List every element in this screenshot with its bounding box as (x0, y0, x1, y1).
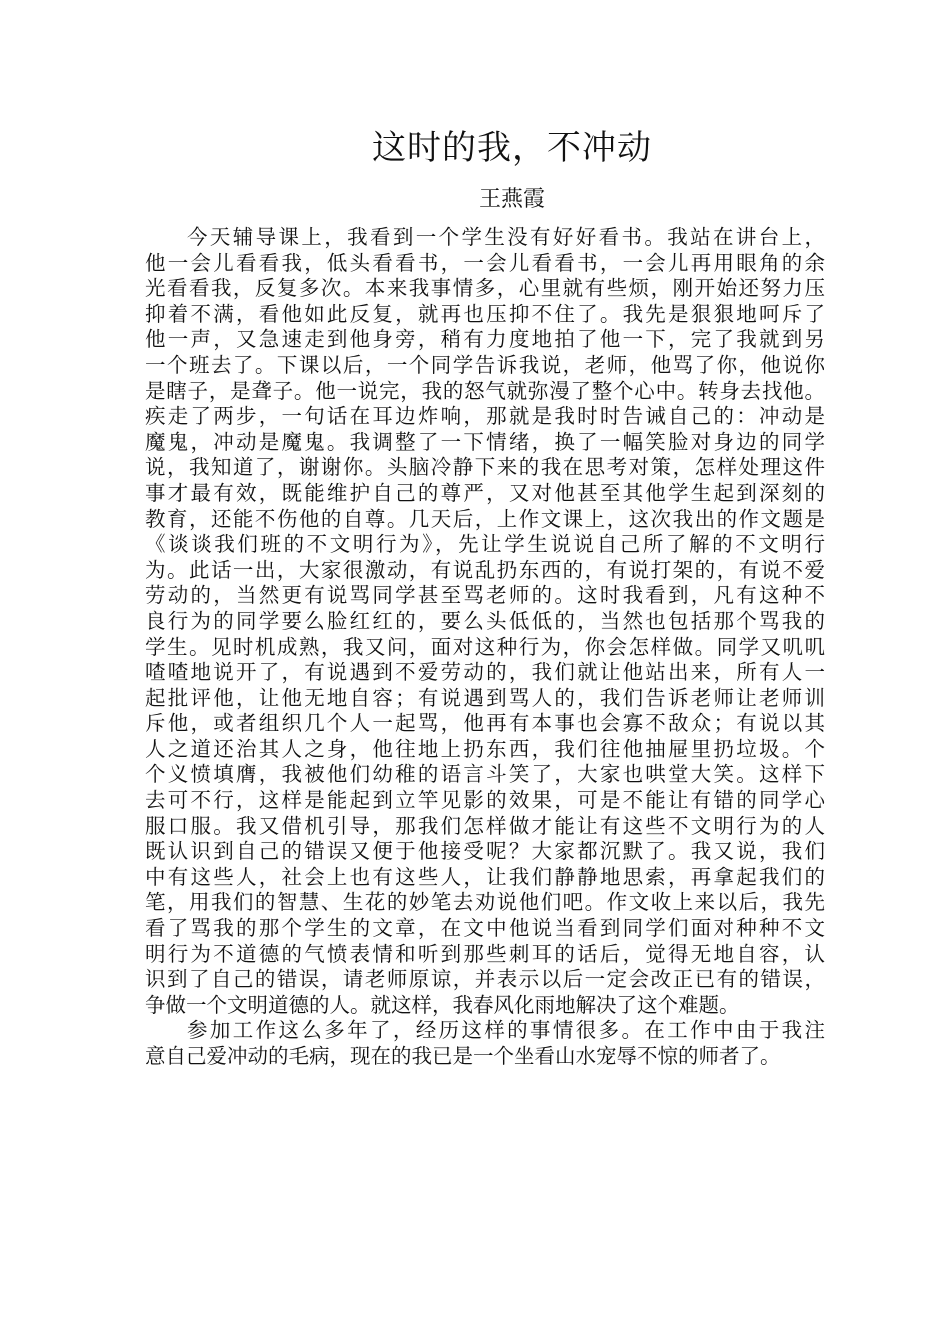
text-line: 教育，还能不伤他的自尊。几天后，上作文课上，这次我出的作文题是 (145, 506, 825, 531)
text-line: 识到了自己的错误，请老师原谅，并表示以后一定会改正已有的错误， (145, 967, 825, 992)
document-author: 王燕霞 (478, 187, 545, 212)
text-line: 服口服。我又借机引导，那我们怎样做才能让有这些不文明行为的人 (145, 813, 825, 838)
text-line: 学生。见时机成熟，我又问，面对这种行为，你会怎样做。同学又叽叽 (145, 634, 825, 659)
text-line: 参加工作这么多年了，经历这样的事情很多。在工作中由于我注 (187, 1018, 825, 1043)
text-line: 《谈谈我们班的不文明行为》，先让学生说说自己所了解的不文明行 (145, 532, 825, 557)
text-line: 抑着不满，看他如此反复，就再也压抑不住了。我先是狠狠地呵斥了 (145, 301, 825, 326)
text-line: 个义愤填膺，我被他们幼稚的语言斗笑了，大家也哄堂大笑。这样下 (145, 762, 825, 787)
text-line: 劳动的，当然更有说骂同学甚至骂老师的。这时我看到，凡有这种不 (145, 583, 825, 608)
text-line: 争做一个文明道德的人。就这样，我春风化雨地解决了这个难题。 (145, 992, 740, 1017)
text-line: 既认识到自己的错误又便于他接受呢？大家都沉默了。我又说，我们 (145, 839, 825, 864)
text-line: 疾走了两步，一句话在耳边炸响，那就是我时时告诫自己的：冲动是 (145, 404, 825, 429)
text-line: 喳喳地说开了，有说遇到不爱劳动的，我们就让他站出来，所有人一 (145, 660, 825, 685)
document-body (145, 225, 825, 1070)
text-line: 他一会儿看看我，低头看看书，一会儿看看书，一会儿再用眼角的余 (145, 250, 825, 275)
paragraph (145, 1018, 825, 1069)
text-line: 说，我知道了，谢谢你。头脑冷静下来的我在思考对策，怎样处理这件 (145, 455, 825, 480)
text-line: 斥他，或者组织几个人一起骂，他再有本事也会寡不敌众；有说以其 (145, 711, 825, 736)
text-line: 人之道还治其人之身，他往地上扔东西，我们往他抽屉里扔垃圾。个 (145, 736, 825, 761)
text-line: 他一声，又急速走到他身旁，稍有力度地拍了他一下，完了我就到另 (145, 327, 825, 352)
document-title: 这时的我，不冲动 (372, 128, 652, 168)
paragraph (145, 225, 825, 1018)
text-line: 是瞎子，是聋子。他一说完，我的怒气就弥漫了整个心中。转身去找他。 (145, 378, 825, 403)
text-line: 光看看我，反复多次。本来我事情多，心里就有些烦，刚开始还努力压 (145, 276, 825, 301)
text-line: 一个班去了。下课以后，一个同学告诉我说，老师，他骂了你，他说你 (145, 352, 825, 377)
text-line: 笔，用我们的智慧、生花的妙笔去劝说他们吧。作文收上来以后，我先 (145, 890, 825, 915)
text-line: 魔鬼，冲动是魔鬼。我调整了一下情绪，换了一幅笑脸对身边的同学 (145, 429, 825, 454)
text-line: 意自己爱冲动的毛病，现在的我已是一个坐看山水宠辱不惊的师者了。 (145, 1044, 781, 1068)
text-line: 明行为不道德的气愤表情和听到那些刺耳的话后，觉得无地自容，认 (145, 941, 825, 966)
text-line: 良行为的同学要么脸红红的，要么头低低的，当然也包括那个骂我的 (145, 608, 825, 633)
text-line: 看了骂我的那个学生的文章，在文中他说当看到同学们面对种种不文 (145, 916, 825, 941)
text-line: 去可不行，这样是能起到立竿见影的效果，可是不能让有错的同学心 (145, 788, 825, 813)
text-line: 今天辅导课上，我看到一个学生没有好好看书。我站在讲台上， (187, 225, 825, 249)
text-line: 起批评他，让他无地自容；有说遇到骂人的，我们告诉老师让老师训 (145, 685, 825, 710)
text-line: 中有这些人，社会上也有这些人，让我们静静地思索，再拿起我们的 (145, 864, 825, 889)
text-line: 事才最有效，既能维护自己的尊严，又对他甚至其他学生起到深刻的 (145, 480, 825, 505)
text-line: 为。此话一出，大家很激动，有说乱扔东西的，有说打架的，有说不爱 (145, 557, 825, 582)
